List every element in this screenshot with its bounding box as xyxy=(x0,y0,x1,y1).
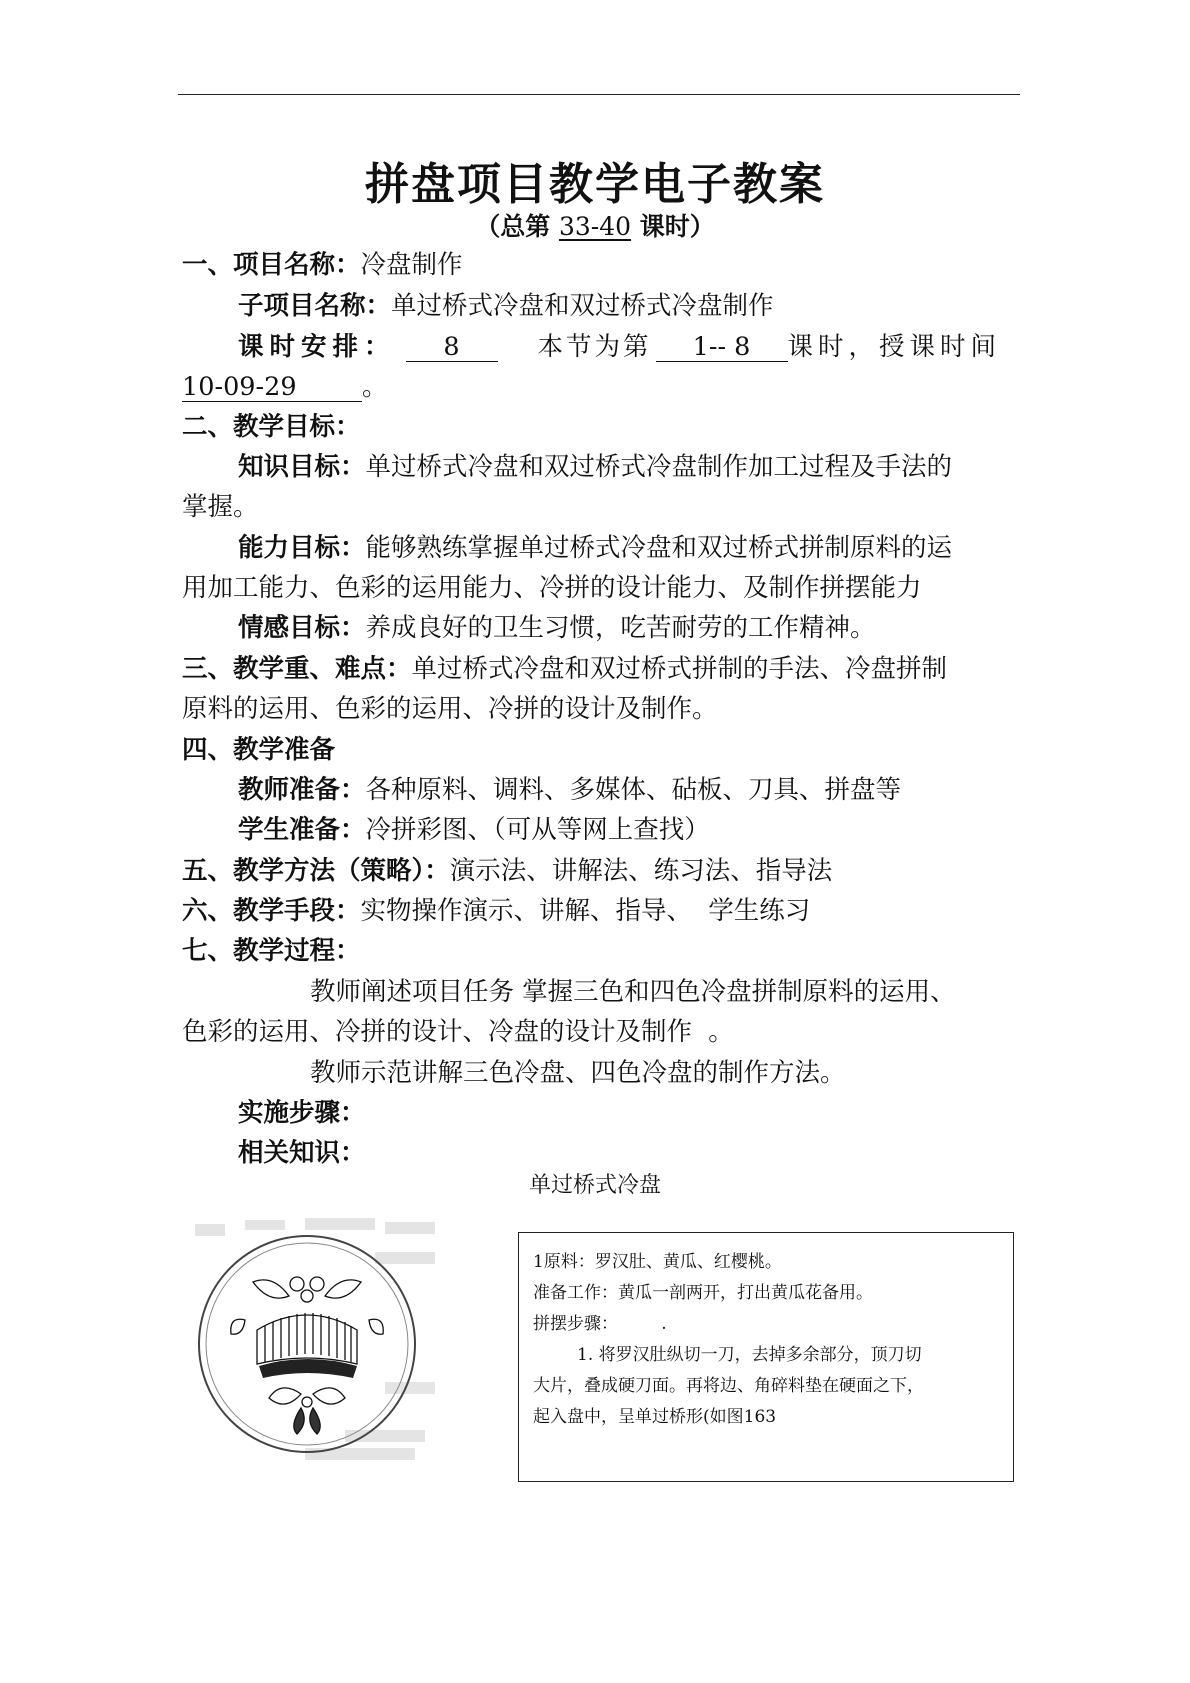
teacher-prep-label: 教师准备： xyxy=(238,775,366,805)
lesson-range: 1-- 8 xyxy=(656,333,788,362)
recipe-box xyxy=(518,1232,1014,1482)
subproject-label: 子项目名称： xyxy=(238,291,392,321)
recipe-step-1-cont: 大片，叠成硬刀面。再将边、角碎料垫在硬面之下， xyxy=(533,1376,924,1396)
process-line-1 xyxy=(310,975,956,1009)
recipe-ingredients: 1原料：罗汉肚、黄瓜、红樱桃。 xyxy=(533,1252,782,1272)
process-line-2 xyxy=(182,1015,734,1049)
section-1-label: 一、项目名称： xyxy=(182,250,361,280)
process-text-3: 教师示范讲解三色冷盘、四色冷盘的制作方法。 xyxy=(310,1058,846,1088)
bridge-base xyxy=(259,1359,357,1378)
header-rule xyxy=(178,94,1020,95)
teacher-prep-text: 各种原料、调料、多媒体、砧板、刀具、拼盘等 xyxy=(365,775,902,805)
recipe-steps-label: 拼摆步骤： . xyxy=(533,1314,667,1334)
section-6-label: 六、教学手段： xyxy=(182,896,361,926)
key-points-line xyxy=(182,652,947,686)
recipe-preparation: 准备工作：黄瓜一剖两开，打出黄瓜花备用。 xyxy=(533,1283,873,1303)
key-points-text-2: 原料的运用、色彩的运用、冷拼的设计及制作。 xyxy=(182,694,718,724)
section-4-heading xyxy=(182,733,335,767)
knowledge-goal-label: 知识目标： xyxy=(238,452,366,482)
subproject-name: 单过桥式冷盘和双过桥式冷盘制作 xyxy=(391,291,774,321)
page-subtitle xyxy=(0,207,1190,243)
means-line xyxy=(182,894,810,928)
section-2-heading xyxy=(182,410,361,444)
section-7-label: 七、教学过程： xyxy=(182,936,361,966)
means-text: 实物操作演示、讲解、指导、 学生练习 xyxy=(360,896,811,926)
emotion-goal-text: 养成良好的卫生习惯，吃苦耐劳的工作精神。 xyxy=(365,613,876,643)
lesson-hours: 8 xyxy=(406,333,498,362)
project-name: 冷盘制作 xyxy=(360,250,463,280)
student-prep-text: 冷拼彩图、（可从等网上查找） xyxy=(365,815,710,845)
section-7-heading xyxy=(182,934,361,968)
section-4-label: 四、教学准备 xyxy=(182,735,336,765)
schedule-line xyxy=(238,330,1001,364)
process-line-3 xyxy=(310,1056,846,1090)
recipe-step-1-end: 起入盘中，呈单过桥形(如图163 xyxy=(533,1407,777,1427)
related-knowledge-label: 相关知识： xyxy=(238,1138,366,1168)
subtitle-suffix: 课时） xyxy=(631,212,715,241)
schedule-mid-text: 本节为第 xyxy=(537,332,652,362)
recipe-step-1: 1. 将罗汉肚纵切一刀，去掉多余部分，顶刀切 xyxy=(577,1345,922,1365)
ability-goal-line-2 xyxy=(182,571,922,605)
figure-caption: 单过桥式冷盘 xyxy=(528,1173,661,1198)
teacher-prep-line xyxy=(238,773,901,807)
student-prep-line xyxy=(238,813,710,847)
knowledge-goal-line xyxy=(238,450,952,484)
ability-goal-line xyxy=(238,531,952,565)
methods-line xyxy=(182,854,832,888)
ability-goal-label: 能力目标： xyxy=(238,533,366,563)
process-text-1: 教师阐述项目任务 掌握三色和四色冷盘拼制原料的运用、 xyxy=(310,977,956,1007)
page-title: 拼盘项目教学电子教案 xyxy=(365,159,825,210)
ability-goal-text: 能够熟练掌握单过桥式冷盘和双过桥式拼制原料的运 xyxy=(365,533,953,563)
project-name-line xyxy=(182,248,463,282)
related-knowledge-heading xyxy=(238,1136,366,1170)
steps-heading xyxy=(238,1096,366,1130)
lesson-date: 10-09-29 xyxy=(182,373,362,402)
bridge-platter-illustration xyxy=(185,1212,445,1472)
emotion-goal-label: 情感目标： xyxy=(238,613,366,643)
section-3-label: 三、教学重、难点： xyxy=(182,654,412,684)
date-line xyxy=(182,370,388,404)
knowledge-goal-text-2: 掌握。 xyxy=(182,492,259,522)
section-2-label: 二、教学目标： xyxy=(182,412,361,442)
key-points-line-2 xyxy=(182,692,718,726)
total-lessons: 33-40 xyxy=(558,212,632,241)
student-prep-label: 学生准备： xyxy=(238,815,366,845)
steps-label: 实施步骤： xyxy=(238,1098,366,1128)
knowledge-goal-line-2 xyxy=(182,490,259,524)
knowledge-goal-text: 单过桥式冷盘和双过桥式冷盘制作加工过程及手法的 xyxy=(365,452,953,482)
key-points-text: 单过桥式冷盘和双过桥式拼制的手法、冷盘拼制 xyxy=(411,654,948,684)
subproject-line xyxy=(238,289,774,323)
ability-goal-text-2: 用加工能力、色彩的运用能力、冷拼的设计能力、及制作拼摆能力 xyxy=(182,573,922,603)
schedule-tail-text: 课时，授课时间 xyxy=(787,332,1002,362)
date-end: 。 xyxy=(362,372,388,402)
schedule-label: 课时安排： xyxy=(238,332,396,362)
subtitle-prefix: （总第 xyxy=(475,212,559,241)
process-text-2: 色彩的运用、冷拼的设计、冷盘的设计及制作 。 xyxy=(182,1017,734,1047)
methods-text: 演示法、讲解法、练习法、指导法 xyxy=(449,856,833,886)
bridge-slices xyxy=(257,1313,357,1364)
emotion-goal-line xyxy=(238,611,876,645)
section-5-label: 五、教学方法（策略）： xyxy=(182,856,450,886)
